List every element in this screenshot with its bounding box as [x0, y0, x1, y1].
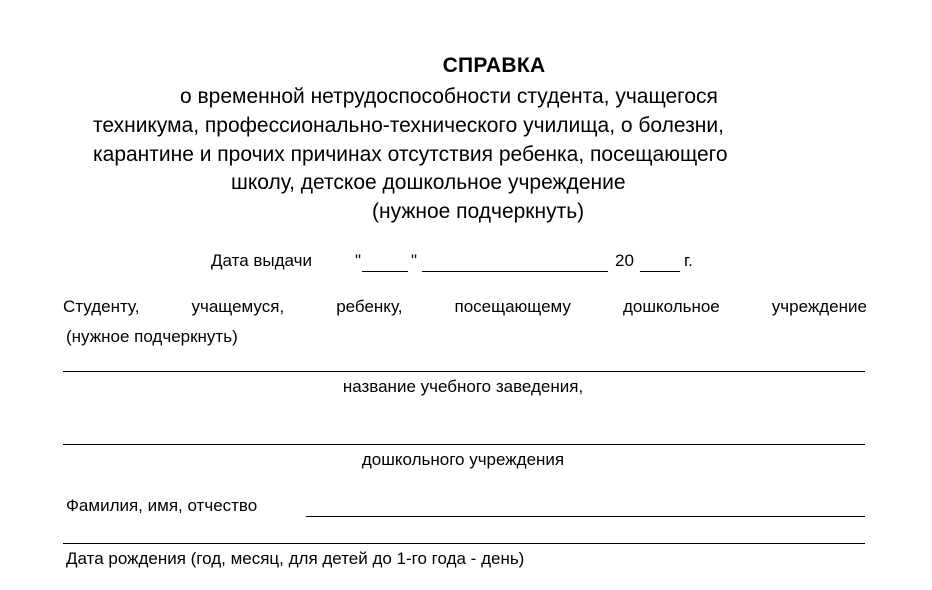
preschool-caption: дошкольного учреждения: [361, 450, 565, 469]
recipient-word: Студенту,: [63, 297, 140, 316]
birth-date-blank-line[interactable]: [63, 543, 865, 544]
issue-date-label: Дата выдачи: [211, 251, 312, 270]
issue-month-blank[interactable]: [422, 271, 608, 272]
subtitle-line-3: карантине и прочих причинах отсутствия ребенка, посещающего: [93, 143, 728, 166]
issue-year-blank[interactable]: [640, 271, 680, 272]
document-title: СПРАВКА: [442, 54, 546, 77]
full-name-label: Фамилия, имя, отчество: [66, 496, 258, 515]
issue-year-prefix: 20: [615, 251, 634, 270]
subtitle-line-2: техникума, профессионально-технического училища, о болезни,: [93, 114, 724, 137]
recipient-word: учреждение: [771, 297, 867, 316]
issue-day-blank[interactable]: [362, 271, 408, 272]
subtitle-line-4: школу, детское дошкольное учреждение: [231, 171, 626, 194]
subtitle-underline-note: (нужное подчеркнуть): [372, 200, 585, 223]
recipient-word: дошкольное: [622, 297, 720, 316]
recipient-note: (нужное подчеркнуть): [66, 327, 238, 346]
issue-date-quote-open: ": [355, 251, 362, 270]
full-name-blank[interactable]: [306, 516, 865, 517]
preschool-blank-line[interactable]: [63, 444, 865, 445]
institution-blank-line[interactable]: [63, 371, 865, 372]
birth-date-label: Дата рождения (год, месяц, для детей до 1-го года - день): [66, 549, 525, 568]
issue-date-quote-close: ": [411, 251, 418, 270]
recipient-word: посещающему: [454, 297, 571, 316]
subtitle-line-1: о временной нетрудоспособности студента, учащегося: [180, 85, 718, 108]
recipient-word: учащемуся,: [191, 297, 285, 316]
recipient-row: [63, 297, 867, 317]
issue-year-suffix: г.: [684, 251, 693, 270]
recipient-word: ребенку,: [336, 297, 403, 316]
institution-caption: название учебного заведения,: [342, 377, 584, 396]
